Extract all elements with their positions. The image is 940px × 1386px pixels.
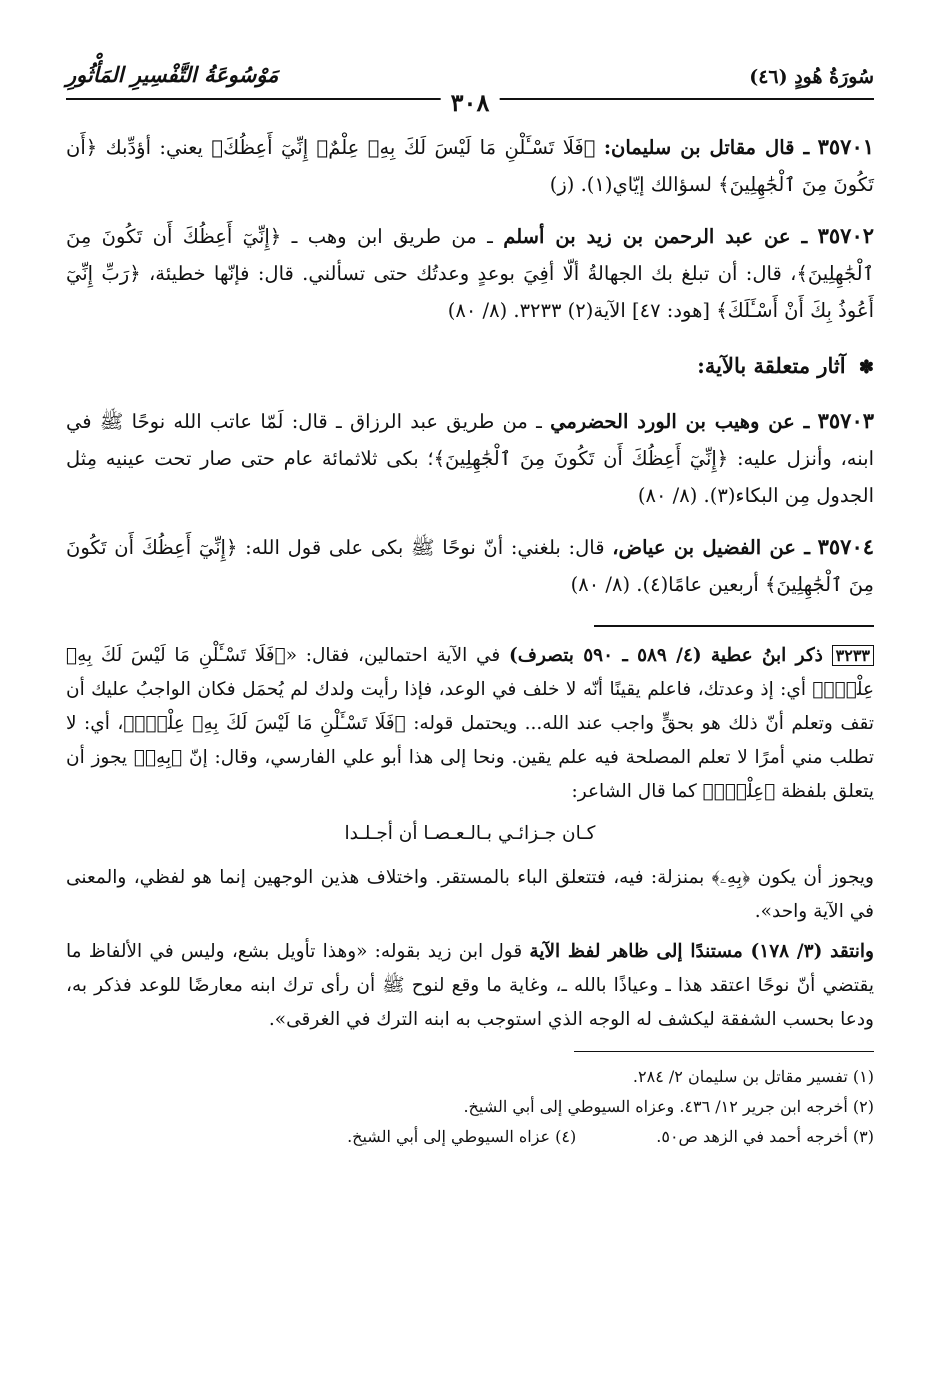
entry-35702 [66,217,874,329]
book-title: مَوْسُوعَةُ التَّفْسِيرِ المَأْثُورِ [66,62,279,87]
footnote: (٣) أخرجه أحمد في الزهد ص٥٠. [656,1127,874,1146]
entry-35703 [66,402,874,514]
quran-quote: ﴿فَلَا تَسْـَٔلْنِ مَا لَيْسَ لَكَ بِهِۦ عِلْمٌۖ إِنِّيٓ أَعِظُكَ﴾ [211,136,596,159]
surah-title: سُورَةُ هُودٍ (٤٦) [749,66,874,88]
footnote-divider [574,1051,874,1052]
note-text: قول ابن زيد بقوله: «وهذا تأويل بشع، وليس في الألفاظ ما يقتضي أنّ نوحًا اعتقد هذا ـ وعياذًا بالله ـ، وغاية ما وقع لنوح ﷺ أن رأى ترك ابنه معارضًا للوعد فذكر به، ودعا بحسب الشفقة ليكشف له الوجه الذي استوجب به ابنه الترك في الغرقى». [66,941,874,1030]
page-header [66,48,874,117]
entry-attribution: ـ عن الفضيل بن عياض، [612,536,810,559]
quran-quote: ﴿رَبِّ إِنِّيٓ أَعُوذُ بِكَ أَنْ أَسْـَٔلَكَ﴾ [66,262,874,322]
quran-quote: ﴿إِنِّيٓ أَعِظُكَ أَن تَكُونَ مِنَ ٱلْجَٰهِلِينَ﴾؛ [427,447,729,470]
quran-quote: ﴿إِنِّيٓ أَعِظُكَ أَن تَكُونَ مِنَ ٱلْجَٰهِلِينَ﴾، [66,225,875,285]
entry-attribution: ـ عن وهيب بن الورد الحضرمي [550,410,810,433]
entry-text: قال: أن تبلغ بك الجهالةُ ألّا أفِيَ بوعدٍ وعدتُك حتى تسألني. قال: فإنّها خطيئة، [148,262,782,285]
note-text: في الآية احتمالين، فقال: «﴿فَلَا تَسْـَٔلْنِ مَا لَيْسَ لَكَ بِهِۦ عِلْمٌۖ﴾ أي: إذ وعدتك، فاعلم يقينًا أنّه لا خلف في الوعد، فإذا رأيت ولدك لم يُحمَل فكان الواجبُ عليك أن تقف وتعلم أنّ ذلك هو بحقٍّ واجب عند الله... ويحتمل قوله: ﴿فَلَا تَسْـَٔلْنِ مَا لَيْسَ لَكَ بِهِۦ عِلْمٌۖ﴾، أي: لا تطلب مني أمرًا لا تعلم المصلحة فيه علم يقين. ونحا إلى هذا أبو علي الفارسي، وقال: إنّ ﴿بِهِۦ﴾ يجوز أن يتعلق بلفظة ﴿عِلْمٌۖ﴾ كما قال الشاعر: [66,645,874,802]
page-number: ٣٠٨ [441,88,500,117]
entry-text: لسؤالك إيّاي(١). (ز) [549,173,712,196]
entry-text: [هود: ٤٧] الآية(٢) ٣٢٣٣. (٨/ ٨٠) [447,299,710,322]
note-lead: ذكر ابنُ عطية (٤/ ٥٨٩ ـ ٥٩٠ بتصرف) [509,645,823,666]
entry-35701 [66,128,874,203]
poem-verse: كـان جـزائـي بـالـعـصـا أن أجـلـدا [344,823,596,844]
entry-35704 [66,528,874,603]
note-lead: وانتقد (٣/ ١٧٨) مستندًا إلى ظاهر لفظ الآية [529,941,874,962]
main-text [66,128,874,1152]
commentary-note [66,639,874,809]
entry-number: ٣٥٧٠١ [817,134,875,159]
star-icon: ✽ [858,357,874,378]
entry-text: يعني: أؤدِّبك [105,136,203,159]
entry-number: ٣٥٧٠٤ [817,534,875,559]
footnote: (١) تفسير مقاتل بن سليمان ٢/ ٢٨٤. [632,1067,874,1086]
entry-number: ٣٥٧٠٣ [817,408,875,433]
entry-number: ٣٥٧٠٢ [817,223,875,248]
book-page [66,48,874,1152]
note-divider [594,625,874,627]
entry-attribution: ـ عن عبد الرحمن بن زيد بن أسلم [503,225,808,248]
footnote-row [66,1122,874,1152]
section-heading [66,347,874,386]
quran-quote: ﴿أَن تَكُونَ مِنَ ٱلْجَٰهِلِينَ﴾ [66,136,874,196]
entry-text: بكى ثلاثمائة عام حتى صار تحت عينيه مِثل الجدول مِن البكاء(٣). (٨/ ٨٠) [66,447,874,507]
footnotes [66,1062,874,1152]
note-number-box: ٣٢٣٣ [832,645,874,666]
section-title: آثار متعلقة بالآية: [697,353,846,378]
entry-text: ـ من طريق عبد الرزاق ـ قال: لَمّا عاتب الله نوحًا ﷺ في ابنه، وأنزل عليه: [66,410,874,470]
entry-text: أربعين عامًا(٤). (٨/ ٨٠) [570,573,759,596]
entry-text: ـ من طريق ابن وهب ـ [291,225,493,248]
note-paragraph [66,935,874,1037]
note-paragraph: ويجوز أن يكون ﴿بِهِۦ﴾ بمنزلة: فيه، فتتعلق الباء بالمستقر. واختلاف هذين الوجهين إنما هو لفظي، والمعنى في الآية واحد». [66,867,874,922]
footnote: (٢) أخرجه ابن جرير ١٢/ ٤٣٦. وعزاه السيوطي إلى أبي الشيخ. [463,1097,874,1116]
footnote: (٤) عزاه السيوطي إلى أبي الشيخ. [347,1127,577,1146]
entry-attribution: ـ قال مقاتل بن سليمان: [603,136,810,159]
entry-text: قال: بلغني: أنّ نوحًا ﷺ بكى على قول الله: [245,536,605,559]
quran-quote: ﴿إِنِّيٓ أَعِظُكَ أَن تَكُونَ مِنَ ٱلْجَٰهِلِينَ﴾ [66,536,874,596]
